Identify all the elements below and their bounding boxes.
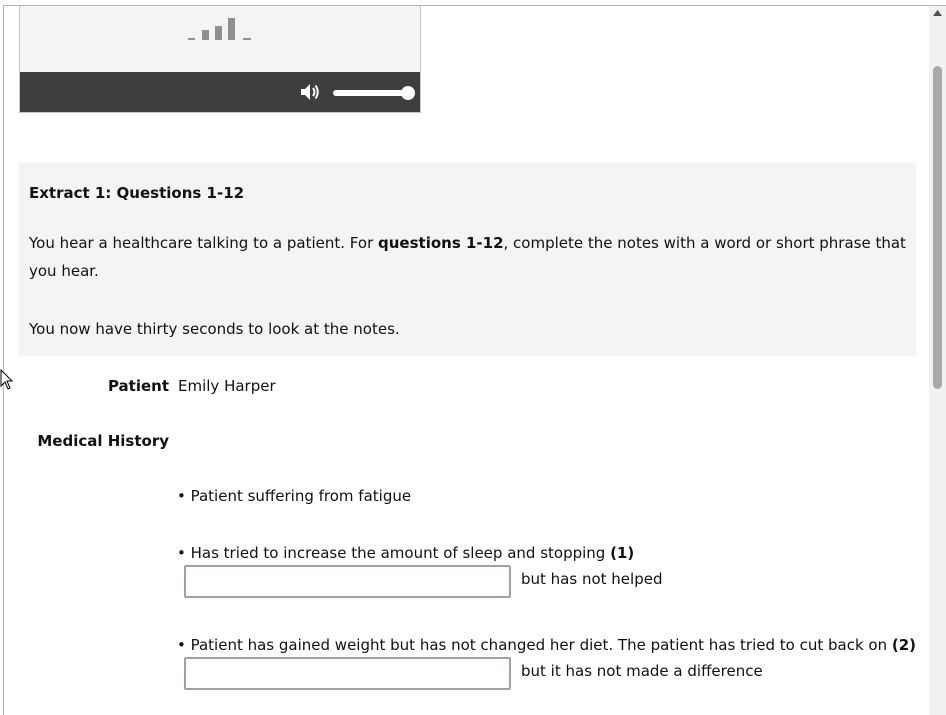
volume-slider[interactable]: [333, 90, 411, 96]
instructions-text: You hear a healthcare talking to a patient. For: [29, 234, 378, 252]
volume-slider-thumb[interactable]: [401, 86, 415, 100]
speaker-volume-icon[interactable]: [299, 82, 321, 102]
medical-history-label: Medical History: [37, 432, 169, 450]
content-frame: [3, 5, 946, 715]
instructions-paragraph: [29, 229, 906, 285]
page-content: [4, 6, 930, 715]
question-2-after-text: but it has not made a difference: [521, 662, 763, 680]
question-2-text: • Patient has gained weight but has not changed her diet. The patient has tried to cut back on: [177, 636, 892, 654]
vertical-scrollbar[interactable]: [929, 6, 946, 715]
answer-input-2[interactable]: [184, 657, 511, 690]
scrollbar-thumb[interactable]: [933, 66, 942, 389]
time-notice: You now have thirty seconds to look at the notes.: [29, 320, 400, 338]
answer-input-1[interactable]: [184, 565, 511, 598]
audio-waveform-icon: [188, 14, 254, 40]
instructions-box: [19, 163, 916, 356]
extract-heading: Extract 1: Questions 1-12: [29, 184, 245, 202]
question-1-number: (1): [610, 544, 635, 562]
audio-player: [19, 5, 421, 113]
question-1-text: • Has tried to increase the amount of sleep and stopping: [177, 544, 611, 562]
player-controls-bar: [20, 72, 420, 112]
question-1-prompt: [177, 544, 634, 562]
mouse-pointer-icon: [0, 369, 14, 391]
question-2-number: (2): [891, 636, 917, 654]
question-1-after-text: but has not helped: [521, 570, 663, 588]
note-bullet-fatigue: • Patient suffering from fatigue: [177, 487, 412, 505]
scroll-up-arrow-icon[interactable]: [929, 6, 946, 20]
patient-name: Emily Harper: [178, 377, 276, 395]
patient-label: Patient: [107, 377, 169, 395]
question-2-prompt: [177, 636, 916, 654]
instructions-bold-text: questions 1-12: [378, 234, 504, 252]
instructions-text-end: , complete the notes with a word or short phrase that you hear.: [29, 234, 906, 280]
